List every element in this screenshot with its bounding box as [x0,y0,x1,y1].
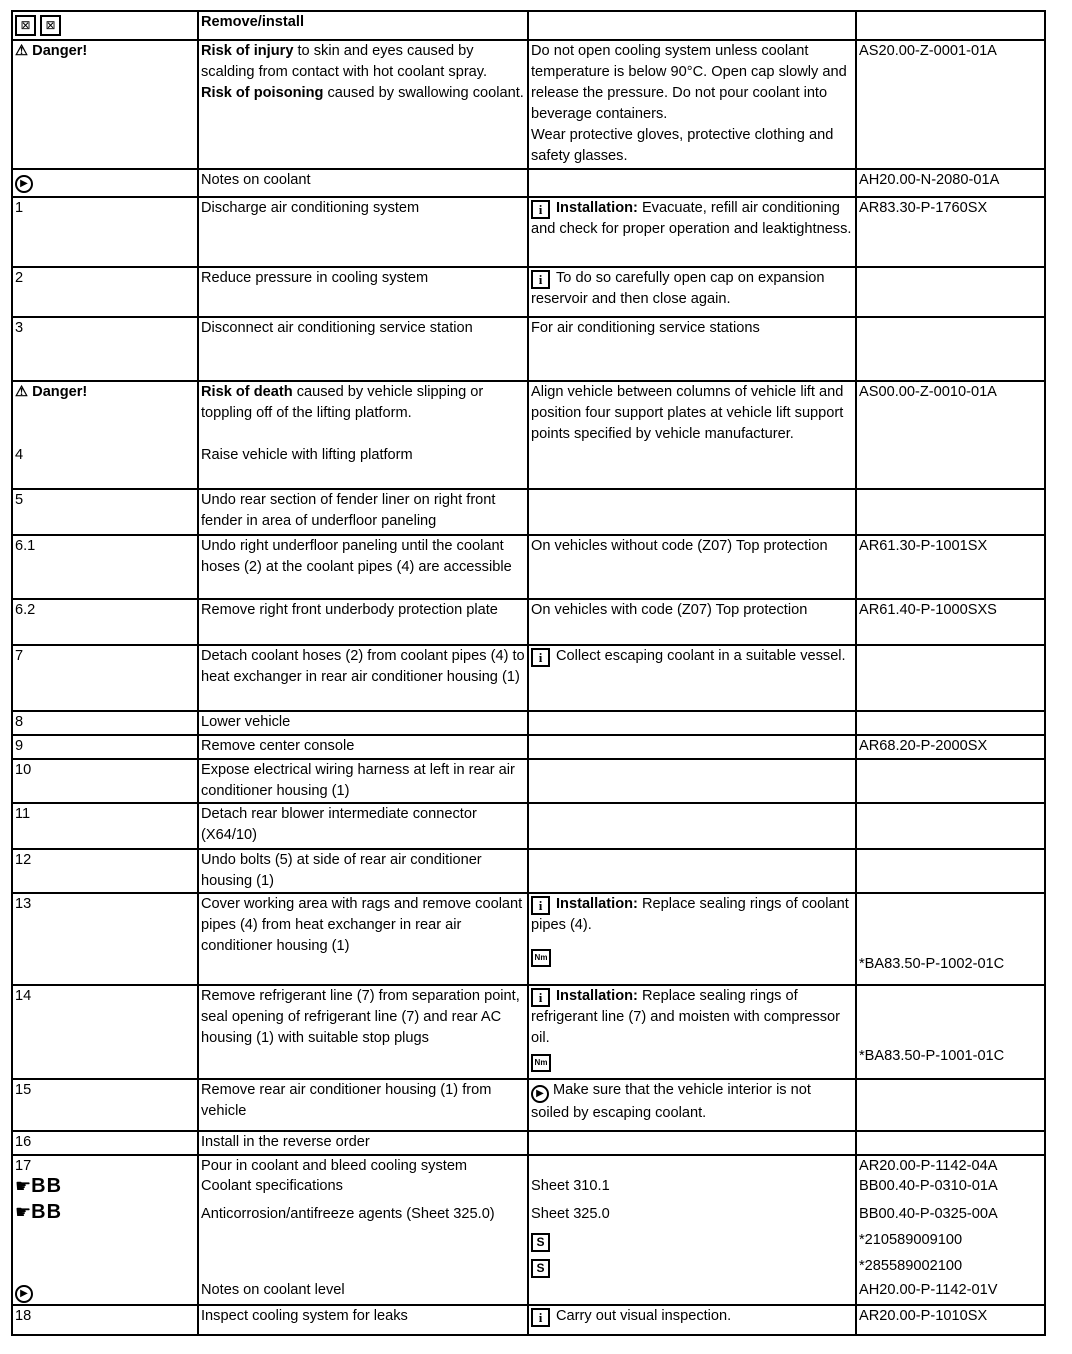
remove-install-icon: ⊠ [15,15,36,36]
doc-ref: AH20.00-N-2080-01A [856,169,1045,197]
doc-ref: *BA83.50-P-1001-01C [859,1048,1005,1064]
torque-nm-icon: Nm [531,1054,551,1072]
doc-ref: AR20.00-P-1010SX [856,1305,1045,1335]
doc-ref: AR68.20-P-2000SX [856,735,1045,759]
table-row: 6.1 Undo right underfloor paneling until the coolant hoses (2) at the coolant pipes (4) are accessible On vehicles without code (Z07) Top protection AR61.30-P-1001SX [12,535,1045,599]
header-icons [12,11,198,40]
table-row: 3 Disconnect air conditioning service station For air conditioning service stations [12,317,1045,381]
pointing-hand-icon: ☛ [15,1202,32,1222]
table-row: 6.2 Remove right front underbody protection plate On vehicles with code (Z07) Top protection AR61.40-P-1000SXS [12,599,1045,645]
table-row: 1 Discharge air conditioning system i Installation: Evacuate, refill air conditioning and check for proper operation and leaktightness. AR83.30-P-1760SX [12,197,1045,267]
note-circle-icon: ▶ [15,175,33,193]
remove-install-icon: ⊠ [40,15,61,36]
table-row: 12 Undo bolts (5) at side of rear air conditioner housing (1) [12,849,1045,893]
doc-ref: *BA83.50-P-1002-01C [859,956,1005,972]
table-row: 11 Detach rear blower intermediate connector (X64/10) [12,803,1045,849]
table-row: ▶ Notes on coolant AH20.00-N-2080-01A [12,169,1045,197]
table-row: 8 Lower vehicle [12,711,1045,735]
table-row: 14 Remove refrigerant line (7) from separation point, seal opening of refrigerant line (7) and rear AC housing (1) with suitable stop plugs i Installation: Replace sealing rings of refrigerant line (7) and moisten with compressor oil. Nm *BA83.50-P-1001-01C [12,985,1045,1079]
table-row: 15 Remove rear air conditioner housing (1) from vehicle ▶ Make sure that the vehicle interior is not soiled by escaping coolant. [12,1079,1045,1131]
note-circle-icon: ▶ [15,1285,33,1303]
table-row: 2 Reduce pressure in cooling system i To do so carefully open cap on expansion reservoir and then close again. [12,267,1045,317]
info-icon: i [531,896,550,915]
table-row: 9 Remove center console AR68.20-P-2000SX [12,735,1045,759]
table-row: 17 ☛BB ☛BB ▶ Pour in coolant and bleed cooling system Coolant specifications Anticorrosion/antifreeze agents (Sheet 325.0) Notes on coolant level Sheet 310.1 Sheet 325.0 S S AR20.00-P-1142-04A BB00.40-P-0310-01A BB00.40-P-0325-00A *210589009100 *285589002100 AH20.00-P-1142-01V [12,1155,1045,1305]
table-row: 5 Undo rear section of fender liner on right front fender in area of underfloor paneling [12,489,1045,535]
doc-ref: BB00.40-P-0325-00A [859,1206,998,1222]
table-row: 16 Install in the reverse order [12,1131,1045,1155]
doc-ref: AR83.30-P-1760SX [856,197,1045,267]
torque-nm-icon: Nm [531,949,551,967]
info-icon: i [531,648,550,667]
warning-triangle-icon: ⚠ [15,384,29,400]
warning-triangle-icon: ⚠ [15,43,29,59]
doc-ref: AS20.00-Z-0001-01A [856,40,1045,169]
info-icon: i [531,988,550,1007]
info-icon: i [531,1308,550,1327]
doc-ref: *210589009100 [859,1232,963,1248]
info-icon: i [531,270,550,289]
special-tool-icon: S [531,1259,550,1278]
table-row: 18 Inspect cooling system for leaks i Carry out visual inspection. AR20.00-P-1010SX [12,1305,1045,1335]
pointing-hand-icon: ☛ [15,1176,32,1196]
doc-ref: AS00.00-Z-0010-01A [856,381,1045,489]
table-row: ⚠ Danger! 4 Risk of death caused by vehicle slipping or toppling off of the lifting platform. Raise vehicle with lifting platform Align vehicle between columns of vehicle lift and position four support plates at vehicle lift support points specified by vehicle manufacturer. AS00.00-Z-0010-01A [12,381,1045,489]
header-title: Remove/install [198,11,528,40]
doc-ref: AR61.40-P-1000SXS [856,599,1045,645]
info-icon: i [531,200,550,219]
header-row [12,11,1045,40]
doc-ref: AH20.00-P-1142-01V [859,1282,998,1298]
danger-label: Danger! [32,43,88,59]
special-tool-icon: S [531,1233,550,1252]
doc-ref: BB00.40-P-0310-01A [859,1178,998,1194]
table-row: ⚠ Danger! Risk of injury to skin and eyes caused by scalding from contact with hot coolant spray. Risk of poisoning caused by swallowing coolant. Do not open cooling system unless coolant temperature is below 90°C. Open cap slowly and release the pressure. Do not pour coolant into beverage containers. Wear protective gloves, protective clothing and safety glasses. AS20.00-Z-0001-01A [12,40,1045,169]
doc-ref: *285589002100 [859,1258,963,1274]
table-row: 10 Expose electrical wiring harness at left in rear air conditioner housing (1) [12,759,1045,803]
table-row: 13 Cover working area with rags and remove coolant pipes (4) from heat exchanger in rear air conditioner housing (1) i Installation: Replace sealing rings of coolant pipes (4). Nm *BA83.50-P-1002-01C [12,893,1045,985]
procedure-table [11,10,1046,1336]
note-circle-icon: ▶ [531,1085,549,1103]
doc-ref: AR61.30-P-1001SX [856,535,1045,599]
table-row: 7 Detach coolant hoses (2) from coolant pipes (4) to heat exchanger in rear air conditioner housing (1) i Collect escaping coolant in a suitable vessel. [12,645,1045,711]
doc-ref: AR20.00-P-1142-04A [859,1158,998,1174]
